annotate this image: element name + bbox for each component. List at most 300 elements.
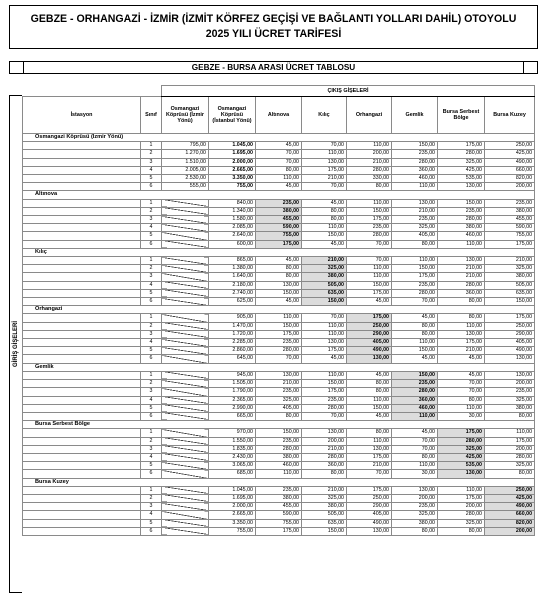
station-cell (23, 281, 141, 289)
fee-cell: 290,00 (347, 330, 392, 338)
table-row (23, 396, 535, 404)
fee-cell: 280,00 (256, 347, 302, 355)
fee-cell: 455,00 (256, 503, 302, 511)
not-applicable-cell (162, 232, 209, 240)
header-col-4: Orhangazi (347, 97, 392, 134)
not-applicable-cell (162, 330, 209, 338)
fee-cell: 70,00 (256, 355, 302, 363)
section-header-row (23, 191, 535, 199)
fee-cell: 70,00 (347, 240, 392, 248)
fee-cell: 635,00 (302, 519, 347, 527)
fee-cell: 425,00 (485, 494, 535, 502)
fee-cell: 110,00 (438, 404, 485, 412)
table-row (23, 216, 535, 224)
table-row (23, 527, 535, 535)
fee-cell: 80,00 (256, 265, 302, 273)
fee-cell: 210,00 (302, 486, 347, 494)
fee-cell: 130,00 (256, 371, 302, 379)
fee-cell: 150,00 (485, 298, 535, 306)
class-cell: 2 (141, 150, 162, 158)
station-cell (23, 527, 141, 535)
fee-cell: 175,00 (392, 273, 438, 281)
tariff-table (22, 85, 535, 536)
class-cell: 1 (141, 314, 162, 322)
station-cell (23, 388, 141, 396)
fee-cell: 210,00 (347, 158, 392, 166)
station-cell (23, 380, 141, 388)
fee-cell: 755,00 (256, 519, 302, 527)
not-applicable-cell (162, 257, 209, 265)
table-row (23, 240, 535, 248)
table-row (23, 429, 535, 437)
table-row (23, 232, 535, 240)
header-col-2: Altınova (256, 97, 302, 134)
class-cell: 4 (141, 511, 162, 519)
class-cell: 4 (141, 453, 162, 461)
fee-cell: 110,00 (302, 150, 347, 158)
station-cell (23, 519, 141, 527)
fee-cell: 2.285,00 (209, 339, 256, 347)
fee-cell: 3.350,00 (209, 175, 256, 183)
fee-cell: 250,00 (347, 494, 392, 502)
not-applicable-cell (162, 265, 209, 273)
fee-cell: 945,00 (209, 371, 256, 379)
fee-cell: 130,00 (392, 199, 438, 207)
fee-cell: 110,00 (256, 470, 302, 478)
fee-cell: 200,00 (485, 183, 535, 191)
fee-cell: 80,00 (347, 388, 392, 396)
fee-cell: 3.065,00 (209, 462, 256, 470)
fee-cell: 290,00 (347, 503, 392, 511)
class-cell: 2 (141, 437, 162, 445)
station-cell (23, 371, 141, 379)
not-applicable-cell (162, 289, 209, 297)
table-row (23, 265, 535, 273)
fee-cell: 110,00 (392, 412, 438, 420)
fee-cell: 45,00 (256, 298, 302, 306)
fee-cell: 45,00 (347, 371, 392, 379)
table-row (23, 273, 535, 281)
fee-cell: 755,00 (209, 183, 256, 191)
fee-cell: 2.530,00 (162, 175, 209, 183)
fee-cell: 2.000,00 (209, 503, 256, 511)
fee-cell: 1.580,00 (209, 216, 256, 224)
class-cell: 1 (141, 486, 162, 494)
section-header-row (23, 134, 535, 142)
fee-cell: 635,00 (485, 289, 535, 297)
class-cell: 5 (141, 347, 162, 355)
fee-cell: 150,00 (392, 371, 438, 379)
fee-cell: 490,00 (347, 347, 392, 355)
class-cell: 3 (141, 216, 162, 224)
fee-cell: 2.430,00 (209, 453, 256, 461)
fee-cell: 1.045,00 (209, 486, 256, 494)
fee-cell: 660,00 (485, 511, 535, 519)
section-name: Kılıç (23, 248, 535, 256)
fee-cell: 210,00 (438, 265, 485, 273)
fee-cell: 795,00 (162, 142, 209, 150)
fee-cell: 2.085,00 (209, 224, 256, 232)
fee-cell: 280,00 (392, 158, 438, 166)
not-applicable-cell (162, 273, 209, 281)
fee-cell: 490,00 (485, 503, 535, 511)
fee-cell: 80,00 (302, 470, 347, 478)
not-applicable-cell (162, 339, 209, 347)
fee-cell: 80,00 (438, 298, 485, 306)
fee-cell: 235,00 (256, 199, 302, 207)
table-subtitle (9, 61, 538, 74)
fee-cell: 80,00 (485, 470, 535, 478)
header-col-7: Bursa Kuzey (485, 97, 535, 134)
fee-cell: 360,00 (302, 462, 347, 470)
table-row (23, 404, 535, 412)
class-cell: 5 (141, 232, 162, 240)
not-applicable-cell (162, 470, 209, 478)
station-cell (23, 445, 141, 453)
station-cell (23, 511, 141, 519)
table-row (23, 175, 535, 183)
not-applicable-cell (162, 371, 209, 379)
station-cell (23, 330, 141, 338)
fee-cell: 2.005,00 (162, 166, 209, 174)
table-row (23, 503, 535, 511)
fee-cell: 325,00 (438, 445, 485, 453)
fee-cell: 380,00 (256, 453, 302, 461)
fee-cell: 210,00 (302, 175, 347, 183)
fee-cell: 150,00 (347, 207, 392, 215)
fee-cell: 210,00 (347, 462, 392, 470)
fee-cell: 175,00 (438, 142, 485, 150)
fee-cell: 280,00 (392, 289, 438, 297)
fee-cell: 70,00 (302, 412, 347, 420)
fee-cell: 80,00 (438, 314, 485, 322)
class-cell: 6 (141, 183, 162, 191)
fee-cell: 80,00 (485, 412, 535, 420)
fee-cell: 325,00 (485, 265, 535, 273)
section-name: Altınova (23, 191, 535, 199)
fee-cell: 80,00 (302, 207, 347, 215)
fee-cell: 325,00 (485, 396, 535, 404)
fee-cell: 130,00 (438, 330, 485, 338)
fee-cell: 110,00 (438, 322, 485, 330)
fee-cell: 280,00 (302, 453, 347, 461)
section-header-row (23, 306, 535, 314)
fee-cell: 325,00 (438, 519, 485, 527)
fee-cell: 80,00 (256, 273, 302, 281)
fee-cell: 130,00 (302, 429, 347, 437)
fee-cell: 130,00 (302, 158, 347, 166)
class-cell: 1 (141, 199, 162, 207)
fee-cell: 70,00 (302, 142, 347, 150)
fee-cell: 235,00 (347, 224, 392, 232)
document-title (9, 5, 538, 49)
station-cell (23, 453, 141, 461)
fee-cell: 325,00 (438, 158, 485, 166)
not-applicable-cell (162, 347, 209, 355)
class-cell: 6 (141, 412, 162, 420)
fee-cell: 175,00 (256, 240, 302, 248)
fee-cell: 130,00 (485, 355, 535, 363)
fee-cell: 130,00 (256, 281, 302, 289)
station-cell (23, 232, 141, 240)
header-class: Sınıf (141, 97, 162, 134)
station-cell (23, 437, 141, 445)
fee-cell: 150,00 (392, 265, 438, 273)
fee-cell: 280,00 (438, 437, 485, 445)
fee-cell: 175,00 (347, 314, 392, 322)
class-cell: 2 (141, 494, 162, 502)
class-cell: 6 (141, 470, 162, 478)
not-applicable-cell (162, 412, 209, 420)
station-cell (23, 216, 141, 224)
fee-cell: 110,00 (485, 429, 535, 437)
table-row (23, 322, 535, 330)
fee-cell: 250,00 (347, 322, 392, 330)
fee-cell: 175,00 (485, 240, 535, 248)
fee-cell: 535,00 (438, 175, 485, 183)
station-cell (23, 494, 141, 502)
table-row (23, 314, 535, 322)
fee-cell: 235,00 (392, 150, 438, 158)
fee-cell: 3.350,00 (209, 519, 256, 527)
not-applicable-cell (162, 445, 209, 453)
station-cell (23, 175, 141, 183)
fee-cell: 380,00 (485, 207, 535, 215)
fee-cell: 380,00 (302, 503, 347, 511)
station-cell (23, 503, 141, 511)
not-applicable-cell (162, 380, 209, 388)
fee-cell: 70,00 (256, 158, 302, 166)
class-cell: 3 (141, 388, 162, 396)
fee-cell: 80,00 (438, 396, 485, 404)
class-cell: 1 (141, 142, 162, 150)
fee-cell: 210,00 (438, 347, 485, 355)
fee-cell: 2.365,00 (209, 396, 256, 404)
class-cell: 3 (141, 158, 162, 166)
station-cell (23, 273, 141, 281)
not-applicable-cell (162, 503, 209, 511)
not-applicable-cell (162, 298, 209, 306)
table-row (23, 166, 535, 174)
fee-cell: 1.640,00 (209, 273, 256, 281)
fee-cell: 110,00 (392, 257, 438, 265)
not-applicable-cell (162, 314, 209, 322)
fee-cell: 1.505,00 (209, 380, 256, 388)
section-header-row (23, 421, 535, 429)
fee-cell: 1.695,00 (209, 150, 256, 158)
header-col-0: Osmangazi Köprüsü (İzmir Yönü) (162, 97, 209, 134)
table-row (23, 388, 535, 396)
fee-cell: 360,00 (392, 396, 438, 404)
fee-cell: 2.860,00 (209, 347, 256, 355)
fee-cell: 1.790,00 (209, 388, 256, 396)
fee-cell: 130,00 (438, 183, 485, 191)
fee-cell: 455,00 (256, 216, 302, 224)
header-col-6: Bursa Serbest Bölge (438, 97, 485, 134)
fee-cell: 405,00 (485, 339, 535, 347)
fee-cell: 460,00 (438, 232, 485, 240)
fee-cell: 235,00 (256, 437, 302, 445)
fee-cell: 755,00 (485, 232, 535, 240)
table-row (23, 453, 535, 461)
not-applicable-cell (162, 224, 209, 232)
fee-cell: 325,00 (256, 396, 302, 404)
station-cell (23, 150, 141, 158)
fee-cell: 380,00 (256, 207, 302, 215)
fee-cell: 150,00 (347, 404, 392, 412)
fee-cell: 45,00 (392, 429, 438, 437)
table-row (23, 207, 535, 215)
fee-cell: 380,00 (485, 404, 535, 412)
table-row (23, 298, 535, 306)
fee-cell: 685,00 (209, 470, 256, 478)
fee-cell: 2.990,00 (209, 404, 256, 412)
class-cell: 2 (141, 380, 162, 388)
station-cell (23, 183, 141, 191)
fee-cell: 45,00 (392, 314, 438, 322)
fee-cell: 505,00 (302, 281, 347, 289)
entry-gates-label-text: GİRİŞ GİŞELERİ (13, 320, 19, 368)
fee-cell: 175,00 (347, 289, 392, 297)
fee-cell: 600,00 (209, 240, 256, 248)
fee-cell: 70,00 (347, 470, 392, 478)
fee-cell: 80,00 (302, 216, 347, 224)
fee-cell: 425,00 (438, 166, 485, 174)
fee-cell: 175,00 (256, 527, 302, 535)
fee-cell: 70,00 (256, 150, 302, 158)
fee-cell: 280,00 (347, 166, 392, 174)
table-row (23, 289, 535, 297)
fee-cell: 110,00 (302, 330, 347, 338)
fee-cell: 45,00 (302, 240, 347, 248)
fee-cell: 380,00 (438, 224, 485, 232)
not-applicable-cell (162, 527, 209, 535)
fee-cell: 175,00 (347, 216, 392, 224)
fee-cell: 590,00 (485, 224, 535, 232)
fee-cell: 235,00 (392, 503, 438, 511)
fee-cell: 200,00 (485, 527, 535, 535)
class-cell: 1 (141, 371, 162, 379)
fee-cell: 280,00 (485, 453, 535, 461)
station-cell (23, 207, 141, 215)
fee-cell: 210,00 (302, 445, 347, 453)
fee-cell: 755,00 (256, 232, 302, 240)
fee-cell: 280,00 (438, 150, 485, 158)
fee-cell: 45,00 (256, 183, 302, 191)
station-cell (23, 355, 141, 363)
class-cell: 1 (141, 429, 162, 437)
fee-cell: 200,00 (392, 494, 438, 502)
fee-cell: 280,00 (438, 511, 485, 519)
fee-cell: 235,00 (302, 396, 347, 404)
fee-cell: 175,00 (256, 330, 302, 338)
class-cell: 6 (141, 240, 162, 248)
not-applicable-cell (162, 429, 209, 437)
station-cell (23, 339, 141, 347)
fee-cell: 210,00 (392, 207, 438, 215)
class-cell: 6 (141, 355, 162, 363)
table-row (23, 199, 535, 207)
fee-cell: 325,00 (302, 265, 347, 273)
fee-cell: 970,00 (209, 429, 256, 437)
fee-cell: 130,00 (392, 486, 438, 494)
station-cell (23, 240, 141, 248)
fee-cell: 70,00 (302, 314, 347, 322)
fee-cell: 70,00 (302, 183, 347, 191)
fee-cell: 130,00 (438, 257, 485, 265)
fee-cell: 280,00 (302, 404, 347, 412)
station-cell (23, 257, 141, 265)
fee-cell: 175,00 (485, 314, 535, 322)
fee-cell: 280,00 (256, 445, 302, 453)
not-applicable-cell (162, 355, 209, 363)
fee-cell: 45,00 (438, 371, 485, 379)
fee-cell: 865,00 (209, 257, 256, 265)
fee-cell: 70,00 (438, 380, 485, 388)
section-name: Osmangazi Köprüsü (İzmir Yönü) (23, 134, 535, 142)
table-row (23, 183, 535, 191)
fee-cell: 30,00 (392, 470, 438, 478)
table-row (23, 511, 535, 519)
class-cell: 5 (141, 289, 162, 297)
fee-cell: 150,00 (392, 142, 438, 150)
class-cell: 4 (141, 224, 162, 232)
station-cell (23, 142, 141, 150)
fee-cell: 150,00 (392, 347, 438, 355)
section-name: Bursa Serbest Bölge (23, 421, 535, 429)
table-row (23, 257, 535, 265)
entry-gates-label (9, 95, 22, 593)
fee-cell: 330,00 (347, 175, 392, 183)
fee-cell: 80,00 (392, 322, 438, 330)
not-applicable-cell (162, 281, 209, 289)
fee-cell: 150,00 (256, 429, 302, 437)
not-applicable-cell (162, 216, 209, 224)
fee-cell: 235,00 (392, 281, 438, 289)
fee-cell: 175,00 (438, 429, 485, 437)
fee-cell: 405,00 (392, 232, 438, 240)
fee-cell: 1.835,00 (209, 445, 256, 453)
fee-cell: 2.640,00 (209, 232, 256, 240)
station-cell (23, 289, 141, 297)
fee-cell: 80,00 (256, 166, 302, 174)
station-cell (23, 412, 141, 420)
table-row (23, 470, 535, 478)
fee-cell: 460,00 (392, 404, 438, 412)
table-row (23, 519, 535, 527)
fee-cell: 1.695,00 (209, 494, 256, 502)
fee-cell: 110,00 (347, 199, 392, 207)
fee-cell: 175,00 (438, 339, 485, 347)
fee-cell: 405,00 (256, 404, 302, 412)
fee-cell: 110,00 (302, 322, 347, 330)
not-applicable-cell (162, 199, 209, 207)
fee-cell: 210,00 (302, 257, 347, 265)
header-station: İstasyon (23, 97, 141, 134)
fee-cell: 110,00 (347, 265, 392, 273)
fee-cell: 380,00 (256, 494, 302, 502)
fee-cell: 635,00 (302, 289, 347, 297)
fee-cell: 80,00 (392, 453, 438, 461)
fee-cell: 235,00 (392, 380, 438, 388)
fee-cell: 210,00 (438, 273, 485, 281)
not-applicable-cell (162, 462, 209, 470)
fee-cell: 235,00 (438, 207, 485, 215)
section-name: Gemlik (23, 363, 535, 371)
fee-cell: 325,00 (485, 462, 535, 470)
station-cell (23, 470, 141, 478)
table-row (23, 494, 535, 502)
